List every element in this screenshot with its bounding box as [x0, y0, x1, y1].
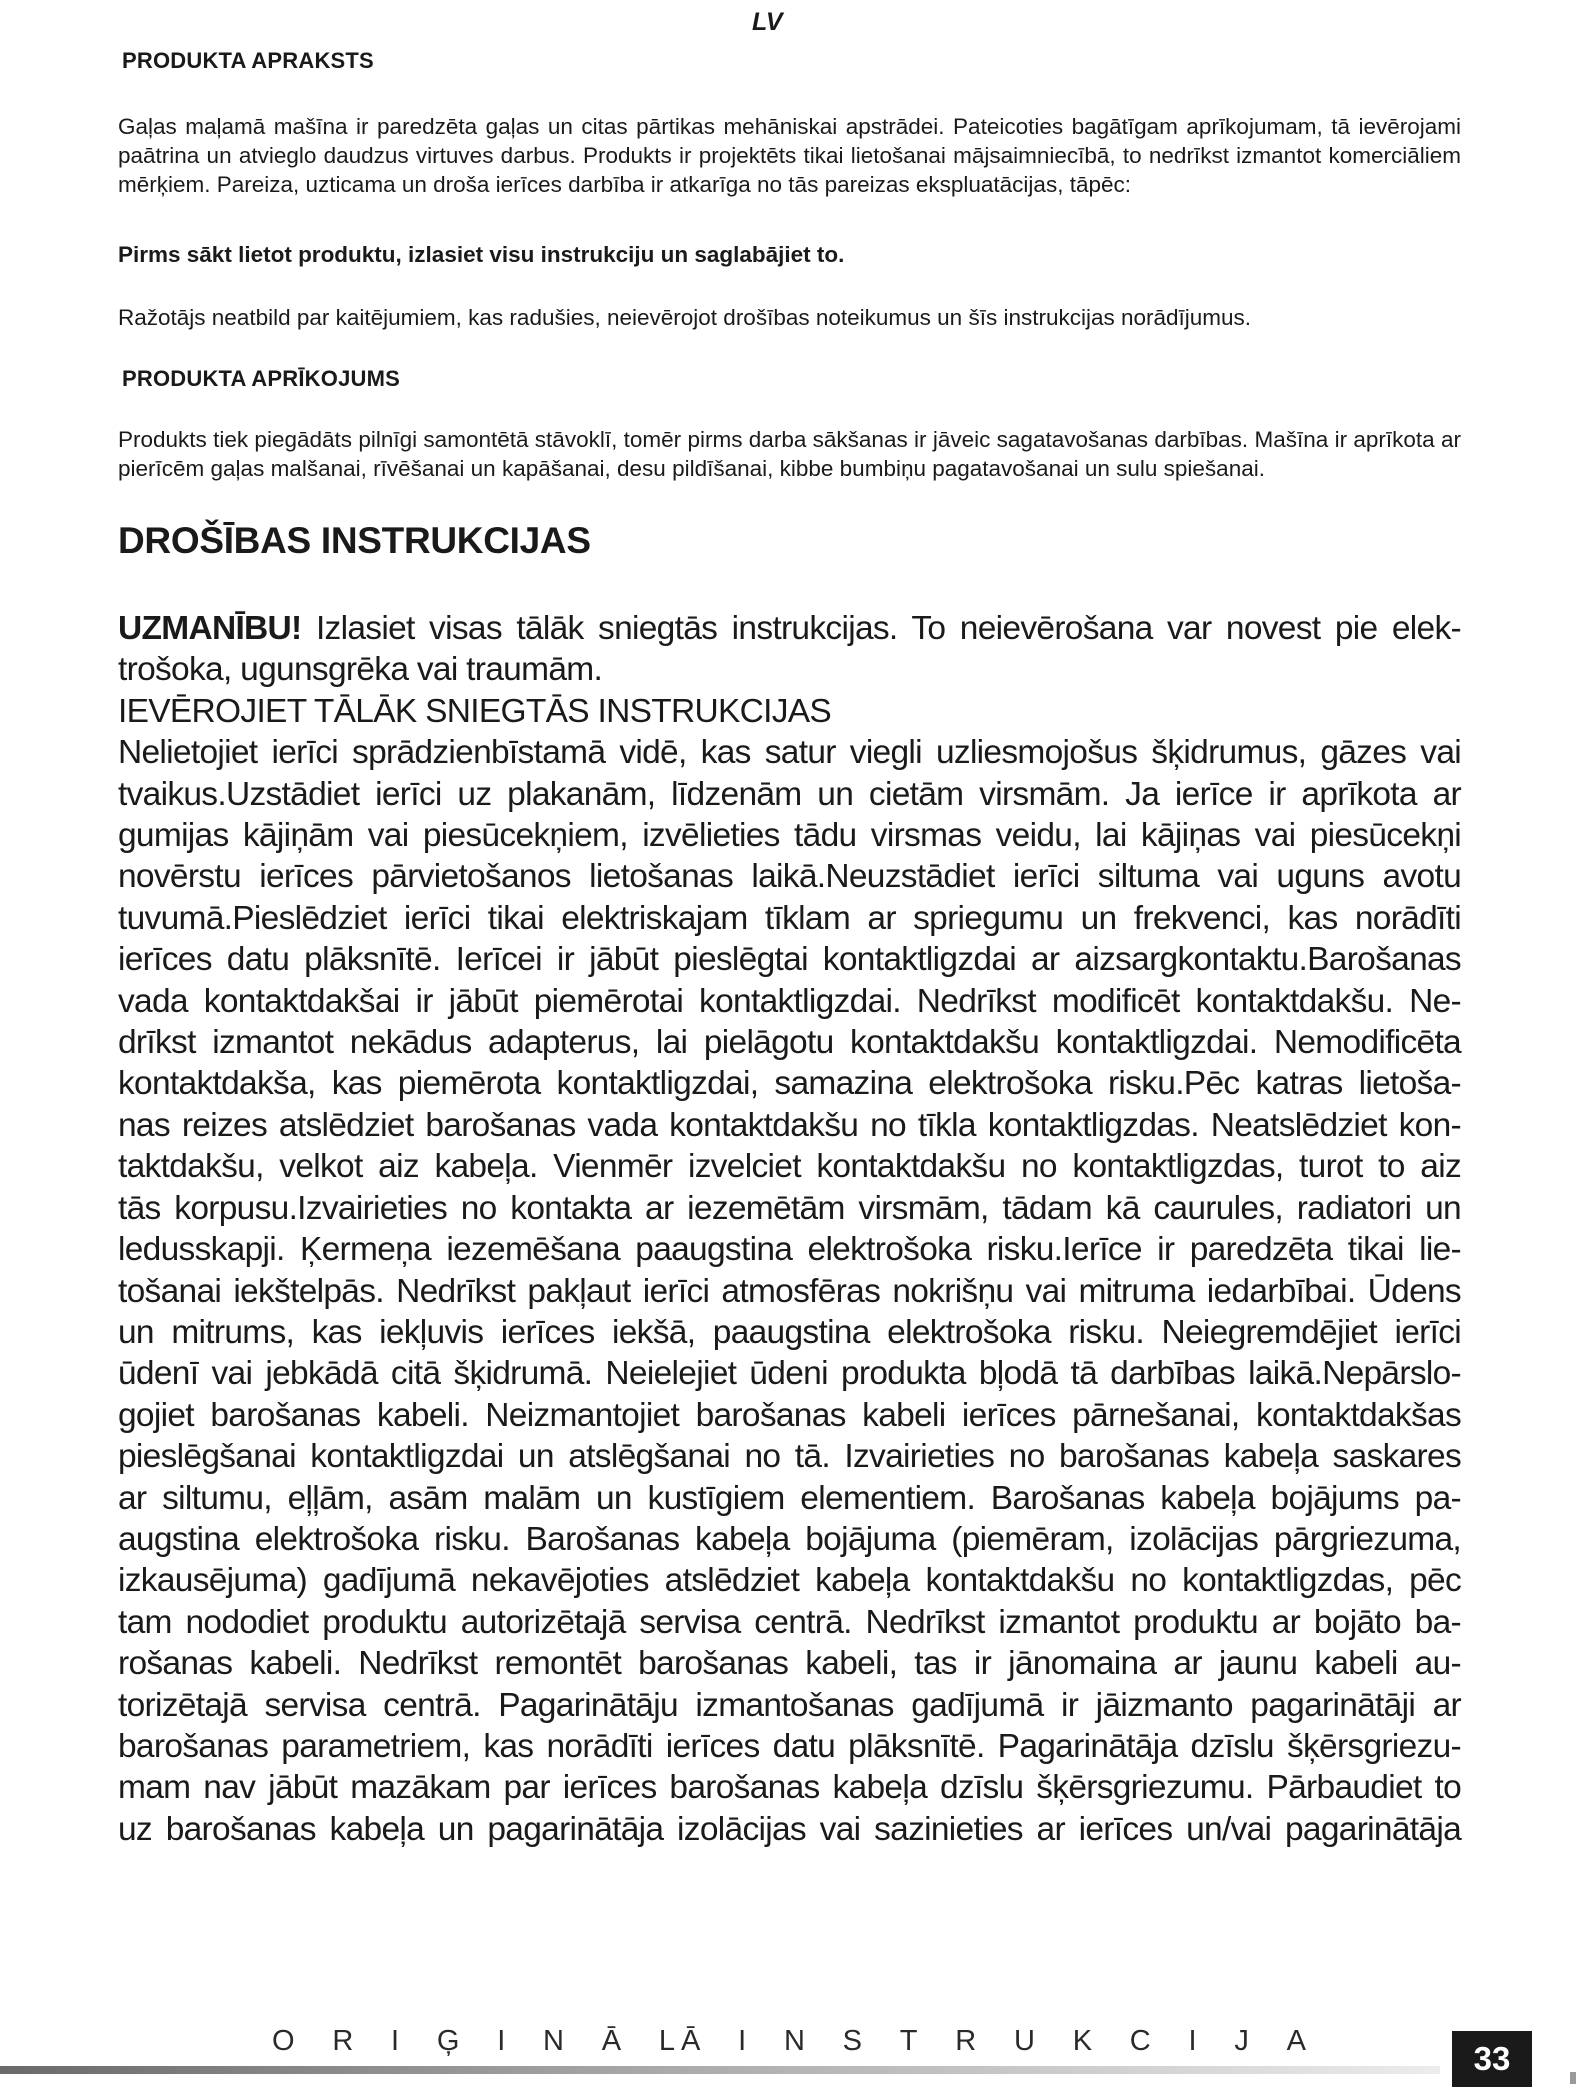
safety-line: tvaikus.Uzstādiet ierīci uz plakanām, līdzenām un cietām virsmām. Ja ierīce ir aprīkota ar	[118, 775, 1461, 813]
edge-marker	[1570, 2072, 1576, 2084]
safety-line: kontaktdakša, kas piemērota kontaktligzdai, samazina elektrošoka risku.Pēc katras lietoša-	[118, 1065, 1461, 1103]
safety-line: trošoka, ugunsgrēka vai traumām.	[118, 651, 603, 689]
footer-letter: U	[1013, 2025, 1041, 2057]
safety-line: un mitrums, kas iekļuvis ierīces iekšā, paaugstina elektrošoka risku. Neiegremdējiet ierīci	[118, 1313, 1461, 1351]
footer-letter: T	[899, 2025, 924, 2057]
footer-letter: S	[842, 2025, 868, 2057]
footer-running-title	[272, 2025, 1312, 2058]
description-paragraph: Gaļas maļamā mašīna ir paredzēta gaļas un citas pārtikas mehāniskai apstrādei. Pateicoties bagātīgam aprīkojumam, tā ievērojami paātrina un atvieglo daudzus virtuves darbus. Produkts ir projektēts tikai lietošanai mājsaimniecībā, to nedrīkst izmantot komerciāliem mērķiem. Pareiza, uzticama un droša ierīces darbība ir atkarīga no tās pareizas ekspluatācijas, tāpēc:	[118, 114, 1461, 197]
read-instruction-notice: Pirms sākt lietot produktu, izlasiet visu instrukciju un saglabājiet to.	[118, 242, 845, 267]
safety-line: vada kontaktdakšai ir jābūt piemērotai kontaktligzdai. Nedrīkst modificēt kontaktdakšu. Ne-	[118, 982, 1461, 1020]
footer-letter: N	[783, 2025, 811, 2057]
safety-line: gojiet barošanas kabeli. Neizmantojiet barošanas kabeli ierīces pārnešanai, kontaktdakšas	[118, 1396, 1461, 1434]
safety-line: ar siltumu, eļļām, asām malām un kustīgiem elementiem. Barošanas kabeļa bojājums pa-	[118, 1479, 1461, 1517]
footer-gradient-bar	[0, 2066, 1440, 2074]
footer-letter: LĀ	[658, 2025, 707, 2057]
safety-line: UZMANĪBU! Izlasiet visas tālāk sniegtās instrukcijas. To neievērošana var novest pie elek-	[118, 610, 1461, 647]
safety-line: IEVĒROJIET TĀLĀK SNIEGTĀS INSTRUKCIJAS	[118, 692, 832, 730]
safety-line: Nelietojiet ierīci sprādzienbīstamā vidē, kas satur viegli uzliesmojošus šķidrumus, gāzes vai	[118, 734, 1461, 772]
manufacturer-note: Ražotājs neatbild par kaitējumiem, kas radušies, neievērojot drošības noteikumus un šīs instrukcijas norādījumus.	[118, 305, 1252, 330]
safety-line: augstina elektrošoka risku. Barošanas kabeļa bojājuma (piemēram, izolācijas pārgriezuma,	[118, 1520, 1461, 1558]
footer-letter: I	[1188, 2025, 1203, 2057]
footer-letter: I	[738, 2025, 753, 2057]
footer-letter: I	[497, 2025, 512, 2057]
warning-label: UZMANĪBU!	[118, 610, 302, 647]
safety-line: tošanai iekštelpās. Nedrīkst pakļaut ierīci atmosfēras nokrišņu vai mitruma iedarbībai. Ūdens	[118, 1272, 1461, 1310]
safety-line: taktdakšu, velkot aiz kabeļa. Vienmēr izvelciet kontaktdakšu no kontaktligzdas, turot to aiz	[118, 1148, 1461, 1186]
description-heading: PRODUKTA APRAKSTS	[122, 48, 374, 73]
safety-line: novērstu ierīces pārvietošanos lietošanas laikā.Neuzstādiet ierīci siltuma vai uguns avotu	[118, 858, 1461, 896]
footer-letter: C	[1129, 2025, 1157, 2057]
footer-letter: K	[1072, 2025, 1099, 2057]
safety-heading: DROŠĪBAS INSTRUKCIJAS	[118, 520, 591, 561]
safety-line: mam nav jābūt mazākam par ierīces barošanas kabeļa dzīslu šķērsgriezumu. Pārbaudiet to	[118, 1769, 1461, 1807]
footer-letter: J	[1234, 2025, 1255, 2057]
equipment-heading: PRODUKTA APRĪKOJUMS	[122, 366, 400, 391]
footer-letter: Ā	[601, 2025, 628, 2057]
safety-line: gumijas kājiņām vai piesūcekņiem, izvēlieties tādu virsmas veidu, lai kājiņas vai piesūcekņi	[118, 817, 1461, 855]
safety-line: tuvumā.Pieslēdziet ierīci tikai elektriskajam tīklam ar spriegumu un frekvenci, kas norādīti	[118, 899, 1461, 937]
footer-letter: I	[391, 2025, 406, 2057]
language-code: LV	[752, 8, 783, 36]
page-number-badge: 33	[1452, 2031, 1532, 2087]
footer-letter: O	[272, 2025, 301, 2057]
safety-line: tam nododiet produktu autorizētajā servisa centrā. Nedrīkst izmantot produktu ar bojāto ba-	[118, 1603, 1461, 1641]
safety-line: torizētajā servisa centrā. Pagarinātāju izmantošanas gadījumā ir jāizmanto pagarinātāji ar	[118, 1686, 1461, 1724]
safety-line: pieslēgšanai kontaktligzdai un atslēgšanai no tā. Izvairieties no barošanas kabeļa saskares	[118, 1438, 1461, 1476]
safety-line: drīkst izmantot nekādus adapterus, lai pielāgotu kontaktdakšu kontaktligzdai. Nemodificēta	[118, 1024, 1461, 1062]
safety-line: barošanas parametriem, kas norādīti ierīces datu plāksnītē. Pagarinātāja dzīslu šķērsgriezu-	[118, 1727, 1461, 1765]
footer-letter: R	[955, 2025, 983, 2057]
safety-line: ierīces datu plāksnītē. Ierīcei ir jābūt pieslēgtai kontaktligzdai ar aizsargkontaktu.Barošanas	[118, 941, 1461, 979]
footer-letter: N	[543, 2025, 570, 2057]
safety-line: nas reizes atslēdziet barošanas vada kontaktdakšu no tīkla kontaktligzdas. Neatslēdziet kon-	[118, 1106, 1461, 1144]
safety-instructions	[118, 608, 1461, 1850]
safety-line: izkausējuma) gadījumā nekavējoties atslēdziet kabeļa kontaktdakšu no kontaktligzdas, pēc	[118, 1562, 1461, 1600]
safety-line: ūdenī vai jebkādā citā šķidrumā. Neielejiet ūdeni produkta bļodā tā darbības laikā.Nepārslo-	[118, 1355, 1461, 1393]
equipment-paragraph: Produkts tiek piegādāts pilnīgi samontētā stāvoklī, tomēr pirms darba sākšanas ir jāveic sagatavošanas darbības. Mašīna ir aprīkota ar pierīcēm gaļas malšanai, rīvēšanai un kapāšanai, desu pildīšanai, kibbe bumbiņu pagatavošanai un sulu spiešanai.	[118, 427, 1461, 481]
safety-line: tās korpusu.Izvairieties no kontakta ar iezemētām virsmām, tādam kā caurules, radiatori un	[118, 1189, 1461, 1227]
footer-letter: Ģ	[436, 2025, 466, 2057]
footer-letter: R	[332, 2025, 360, 2057]
safety-line: uz barošanas kabeļa un pagarinātāja izolācijas vai sazinieties ar ierīces un/vai pagarinātāja	[118, 1810, 1461, 1848]
footer-letter: A	[1286, 2025, 1312, 2057]
safety-line: rošanas kabeli. Nedrīkst remontēt barošanas kabeli, tas ir jānomaina ar jaunu kabeli au-	[118, 1645, 1461, 1683]
safety-line: ledusskapji. Ķermeņa iezemēšana paaugstina elektrošoka risku.Ierīce ir paredzēta tikai lie-	[118, 1231, 1461, 1269]
